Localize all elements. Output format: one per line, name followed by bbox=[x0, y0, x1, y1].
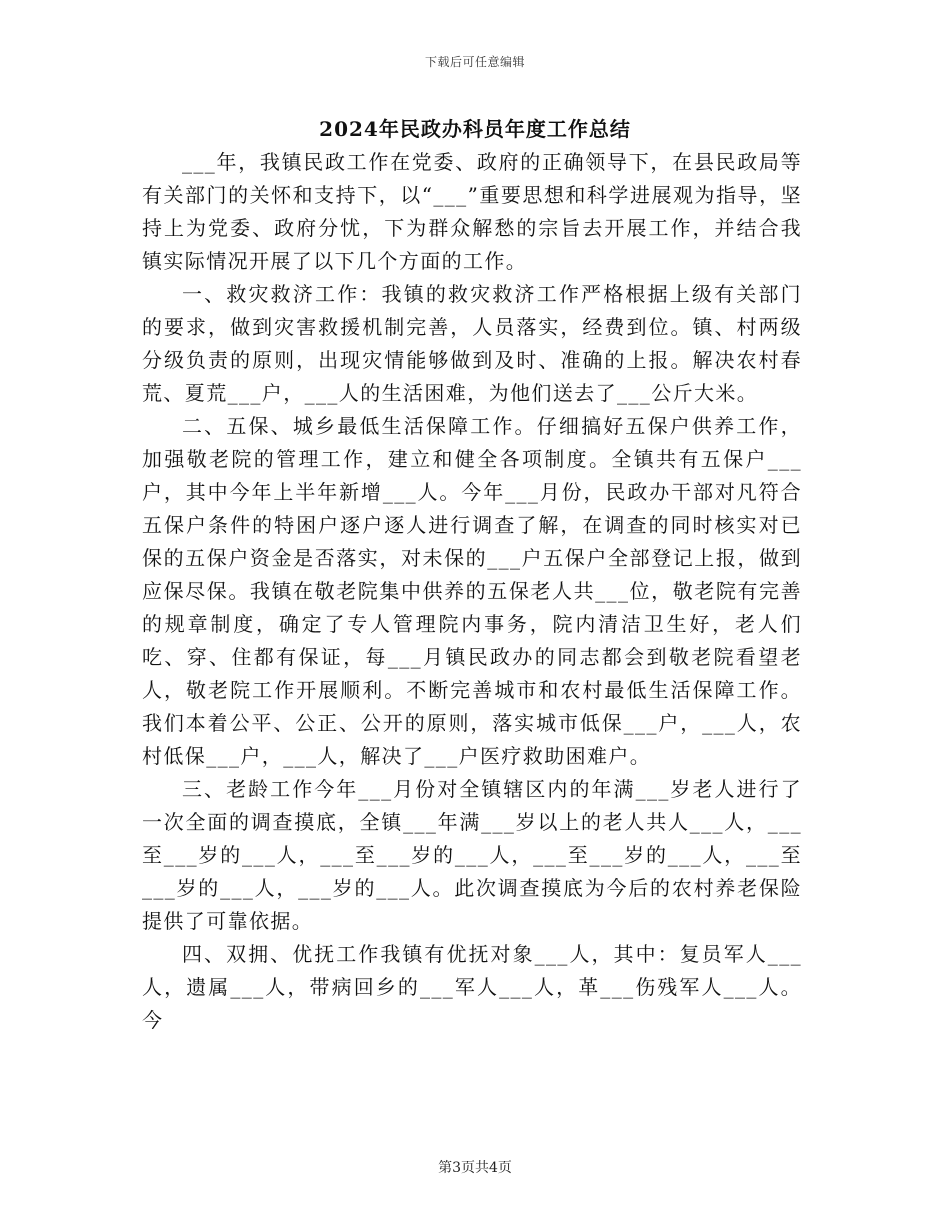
paragraph-five-guarantees: 二、五保、城乡最低生活保障工作。仔细搞好五保户供养工作，加强敬老院的管理工作，建立和健全各项制度。全镇共有五保户___户，其中今年上半年新增___人。今年___月份，民政办干部对凡符合五保户条件的特困户逐户逐人进行调查了解，在调查的同时核实对已保的五保户资金是否落实，对未保的___户五保户全部登记上报，做到应保尽保。我镇在敬老院集中供养的五保老人共___位，敬老院有完善的规章制度，确定了专人管理院内事务，院内清洁卫生好，老人们吃、穿、住都有保证，每___月镇民政办的同志都会到敬老院看望老人，敬老院工作开展顺利。不断完善城市和农村最低生活保障工作。我们本着公平、公正、公开的原则，落实城市低保___户，___人，农村低保___户，___人，解决了___户医疗救助困难户。 bbox=[142, 414, 802, 768]
paragraph-disaster-relief: 一、救灾救济工作：我镇的救灾救济工作严格根据上级有关部门的要求，做到灾害救援机制完善，人员落实，经费到位。镇、村两级分级负责的原则，出现灾情能够做到及时、准确的上报。解决农村春荒、夏荒___户，___人的生活困难，为他们送去了___公斤大米。 bbox=[142, 282, 802, 405]
paragraph-elderly-work: 三、老龄工作今年___月份对全镇辖区内的年满___岁老人进行了一次全面的调查摸底，全镇___年满___岁以上的老人共人___人，___至___岁的___人，___至___岁的___人，___至___岁的___人，___至___岁的___人，___岁的___人。此次调查摸底为今后的农村养老保险提供了可靠依据。 bbox=[142, 777, 802, 933]
page-number: 第3页共4页 bbox=[438, 1160, 512, 1176]
document-title: 2024年民政办科员年度工作总结 bbox=[319, 117, 631, 141]
paragraph-support-army: 四、双拥、优抚工作我镇有优抚对象___人，其中：复员军人___人，遗属___人，带病回乡的___军人___人，革___伤残军人___人。今 bbox=[142, 942, 802, 1032]
paragraph-intro: ___年，我镇民政工作在党委、政府的正确领导下，在县民政局等有关部门的关怀和支持下，以“___”重要思想和科学进展观为指导，坚持上为党委、政府分忧，下为群众解愁的宗旨去开展工作，并结合我镇实际情况开展了以下几个方面的工作。 bbox=[142, 150, 802, 273]
header-note: 下载后可任意编辑 bbox=[424, 55, 525, 69]
document-body bbox=[142, 146, 802, 1037]
